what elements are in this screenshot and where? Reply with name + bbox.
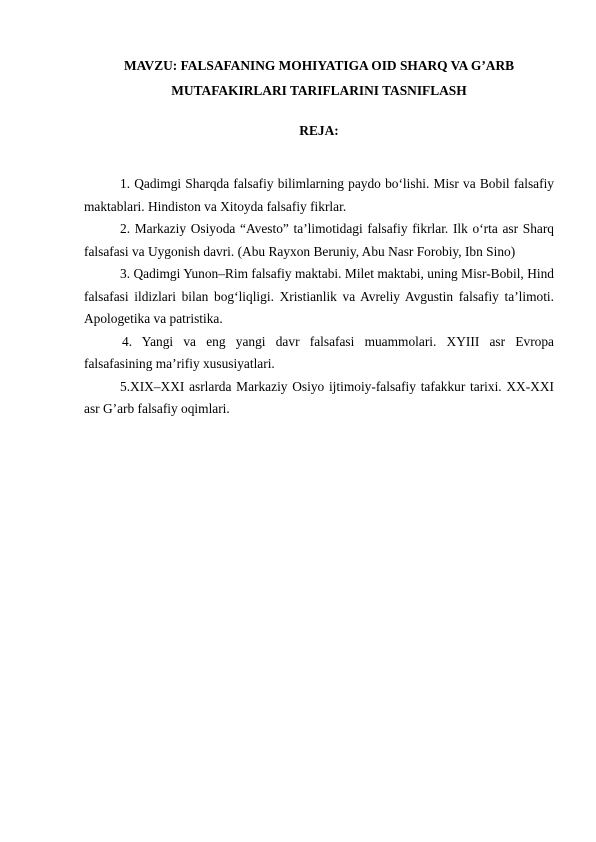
plan-heading: REJA:: [299, 123, 339, 138]
plan-item-5: 5.XIX–XXI asrlarda Markaziy Osiyo ijtimoiy-falsafiy tafakkur tarixi. XX-XXI asr G’arb falsafiy oqimlari.: [84, 378, 554, 416]
document-title: [84, 53, 554, 103]
plan-item-4: 4. Yangi va eng yangi davr falsafasi muammolari. XYIII asr Evropa falsafasining ma’rifiy xususiyatlari.: [84, 333, 554, 371]
title-line-2: MUTAFAKIRLARI TARIFLARINI TASNIFLASH: [171, 83, 467, 98]
title-line-1: MAVZU: FALSAFANING MOHIYATIGA OID SHARQ VA G’ARB: [123, 58, 515, 73]
plan-item-2: 2. Markaziy Osiyoda “Avesto” ta’limotidagi falsafiy fikrlar. Ilk o‘rta asr Sharq falsafasi va Uygonish davri. (Abu Rayxon Beruniy, Abu Nasr Forobiy, Ibn Sino): [84, 221, 554, 259]
plan-item-1: 1. Qadimgi Sharqda falsafiy bilimlarning paydo bo‘lishi. Misr va Bobil falsafiy maktablari. Hindiston va Xitoyda falsafiy fikrlar.: [84, 176, 554, 214]
plan-list: [84, 173, 554, 421]
plan-item-3: 3. Qadimgi Yunon–Rim falsafiy maktabi. Milet maktabi, uning Misr-Bobil, Hind falsafasi ildizlari bilan bog‘liqligi. Xristianlik va Avreliy Avgustin falsafiy ta’limoti. Apologetika va patristika.: [84, 266, 554, 326]
